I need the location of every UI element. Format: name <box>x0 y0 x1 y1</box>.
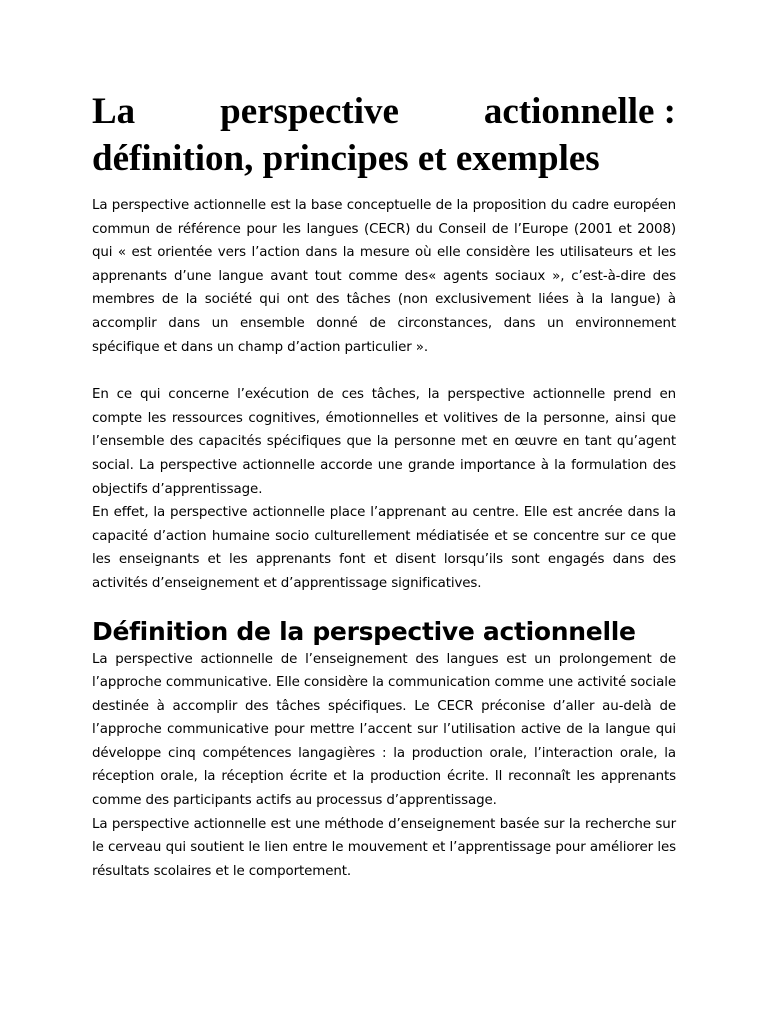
title-line-1 <box>92 88 676 135</box>
section-heading: Définition de la perspective actionnelle <box>92 616 636 646</box>
intro-paragraph-1: La perspective actionnelle est la base conceptuelle de la proposition du cadre européen commun de référence pour les langues (CECR) du Conseil de l’Europe (2001 et 2008) qui « est orientée vers l’action dans la mesure où elle considère les utilisateurs et les apprenants d’une langue avant tout comme des« agents sociaux », c’est-à-dire des membres de la société qui ont des tâches (non exclusivement liées à la langue) à accomplir dans un ensemble donné de circonstances, dans un environnement spécifique et dans un champ d’action particulier ». <box>92 198 676 355</box>
document-title <box>92 88 676 182</box>
title-word: La <box>92 91 136 132</box>
title-word: actionnelle : <box>483 91 676 132</box>
intro-paragraph-2: En ce qui concerne l’exécution de ces tâches, la perspective actionnelle prend en compte les ressources cognitives, émotionnelles et volitives de la personne, ainsi que l’ensemble des capacités spécifiques que la personne met en œuvre en tant qu’agent social. La perspective actionnelle accorde une grande importance à la formulation des objectifs d’apprentissage. <box>92 387 676 497</box>
title-line-2: définition, principes et exemples <box>92 138 600 179</box>
document-page <box>92 88 676 883</box>
section-paragraph-2: La perspective actionnelle est une méthode d’enseignement basée sur la recherche sur le cerveau qui soutient le lien entre le mouvement et l’apprentissage pour améliorer les résultats scolaires et le comportement. <box>92 816 676 879</box>
title-word: perspective <box>220 91 399 132</box>
intro-paragraph-3: En effet, la perspective actionnelle place l’apprenant au centre. Elle est ancrée dans la capacité d’action humaine socio culturellement médiatisée et se concentre sur ce que les enseignants et les apprenants font et disent lorsqu’ils sont engagés dans des activités d’enseignement et d’apprentissage significatives. <box>92 505 676 591</box>
section-paragraph-1: La perspective actionnelle de l’enseignement des langues est un prolongement de l’approche communicative. Elle considère la communication comme une activité sociale destinée à accomplir des tâches spécifiques. Le CECR préconise d’aller au-delà de l’approche communicative pour mettre l’accent sur l’utilisation active de la langue qui développe cinq compétences langagières : la production orale, l’interaction orale, la réception orale, la réception écrite et la production écrite. Il reconnaît les apprenants comme des participants actifs au processus d’apprentissage. <box>92 651 676 809</box>
